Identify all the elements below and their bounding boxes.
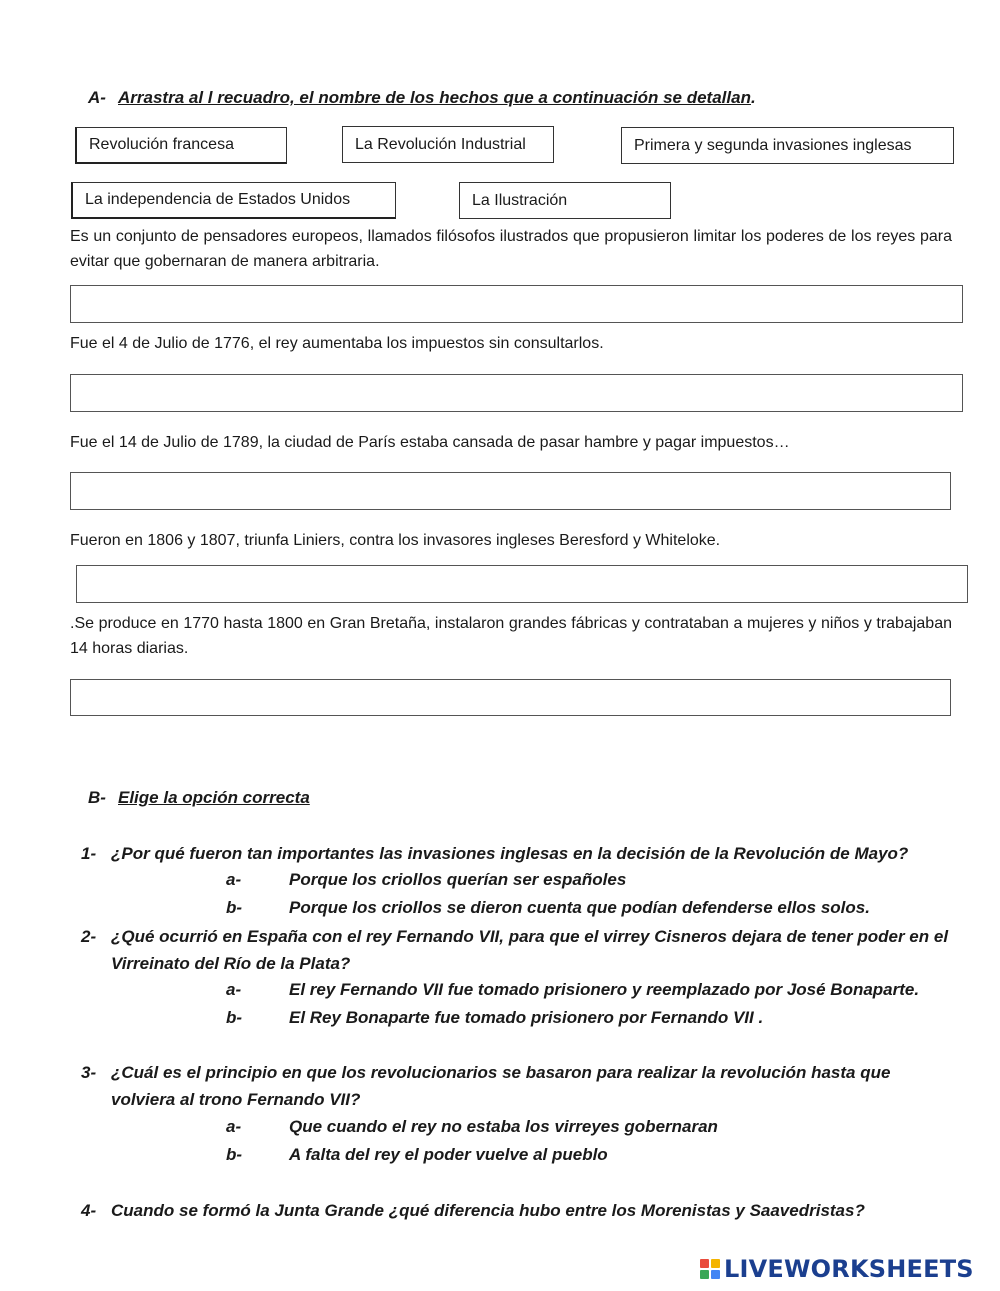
option-text: El Rey Bonaparte fue tomado prisionero por Fernando VII . — [289, 1008, 764, 1027]
question-2 — [81, 923, 951, 977]
chip-revolucion-francesa[interactable] — [75, 127, 287, 164]
chip-label: La Revolución Industrial — [355, 135, 526, 153]
question-number: 1- — [81, 844, 97, 863]
section-a-title: Arrastra al l recuadro, el nombre de los hechos que a continuación se detallan — [118, 88, 751, 107]
question-1-option-a[interactable] — [226, 870, 926, 894]
logo-text: LIVEWORKSHEETS — [724, 1255, 974, 1283]
clue-1: Es un conjunto de pensadores europeos, llamados filósofos ilustrados que propusieron limitar los poderes de los reyes para evitar que gobernaran de manera arbitraria. — [70, 228, 952, 270]
chip-label: La independencia de Estados Unidos — [85, 191, 351, 208]
logo-square-green — [700, 1270, 709, 1279]
section-a-letter: A- — [88, 88, 106, 107]
drop-box-4[interactable] — [76, 565, 968, 603]
clue-3: Fue el 14 de Julio de 1789, la ciudad de París estaba cansada de pasar hambre y pagar impuestos… — [70, 434, 790, 451]
question-text: ¿Por qué fueron tan importantes las invasiones inglesas en la decisión de la Revolución de Mayo? — [111, 844, 909, 863]
drop-box-1[interactable] — [70, 285, 963, 323]
option-letter: a- — [226, 1117, 242, 1136]
section-a-heading — [88, 88, 756, 108]
question-4 — [81, 1197, 951, 1224]
option-letter: a- — [226, 980, 242, 999]
question-1-option-b[interactable] — [226, 898, 926, 922]
section-a-period: . — [750, 88, 756, 107]
option-text: Porque los criollos querían ser españoles — [289, 870, 627, 889]
liveworksheets-logo — [700, 1255, 974, 1283]
question-number: 2- — [81, 927, 97, 946]
question-1 — [81, 840, 951, 867]
question-number: 3- — [81, 1063, 97, 1082]
question-2-option-a[interactable] — [226, 980, 946, 1004]
question-text: ¿Cuál es el principio en que los revolucionarios se basaron para realizar la revolución hasta que volviera al trono Fernando VII? — [111, 1063, 891, 1109]
chip-independencia-eeuu[interactable] — [71, 182, 396, 219]
drop-box-5[interactable] — [70, 679, 951, 716]
question-text: Cuando se formó la Junta Grande ¿qué diferencia hubo entre los Morenistas y Saavedristas? — [111, 1201, 865, 1220]
chip-label: Primera y segunda invasiones inglesas — [634, 136, 912, 154]
option-letter: b- — [226, 1145, 243, 1164]
clue-2: Fue el 4 de Julio de 1776, el rey aumentaba los impuestos sin consultarlos. — [70, 335, 604, 352]
option-letter: b- — [226, 898, 243, 917]
section-b-title: Elige la opción correcta — [118, 788, 310, 807]
chip-label: La Ilustración — [472, 191, 568, 209]
option-text: Porque los criollos se dieron cuenta que podían defenderse ellos solos. — [289, 898, 870, 917]
logo-square-red — [700, 1259, 709, 1268]
drop-box-2[interactable] — [70, 374, 963, 412]
clue-5: .Se produce en 1770 hasta 1800 en Gran Bretaña, instalaron grandes fábricas y contrataban a mujeres y niños y trabajaban 14 horas diarias. — [70, 615, 952, 657]
option-letter: a- — [226, 870, 242, 889]
logo-square-blue — [711, 1270, 720, 1279]
chip-invasiones-inglesas[interactable] — [621, 127, 954, 164]
option-text: Que cuando el rey no estaba los virreyes gobernaran — [289, 1117, 718, 1136]
section-b-heading — [88, 788, 310, 808]
logo-mark-icon — [700, 1259, 720, 1279]
logo-square-yellow — [711, 1259, 720, 1268]
option-letter: b- — [226, 1008, 243, 1027]
section-b-letter: B- — [88, 788, 106, 807]
drop-box-3[interactable] — [70, 472, 951, 510]
clue-4: Fueron en 1806 y 1807, triunfa Liniers, contra los invasores ingleses Beresford y Whiteloke. — [70, 532, 721, 549]
question-3 — [81, 1059, 951, 1113]
question-number: 4- — [81, 1201, 97, 1220]
chip-ilustracion[interactable] — [459, 182, 671, 219]
option-text: A falta del rey el poder vuelve al pueblo — [289, 1145, 608, 1164]
chip-label: Revolución francesa — [89, 136, 234, 153]
chip-revolucion-industrial[interactable] — [342, 126, 554, 163]
question-3-option-a[interactable] — [226, 1117, 926, 1141]
option-text: El rey Fernando VII fue tomado prisionero y reemplazado por José Bonaparte. — [289, 980, 920, 999]
question-3-option-b[interactable] — [226, 1145, 926, 1169]
question-2-option-b[interactable] — [226, 1008, 926, 1032]
question-text: ¿Qué ocurrió en España con el rey Fernando VII, para que el virrey Cisneros dejara de tener poder en el Virreinato del Río de la Plata? — [111, 927, 949, 973]
